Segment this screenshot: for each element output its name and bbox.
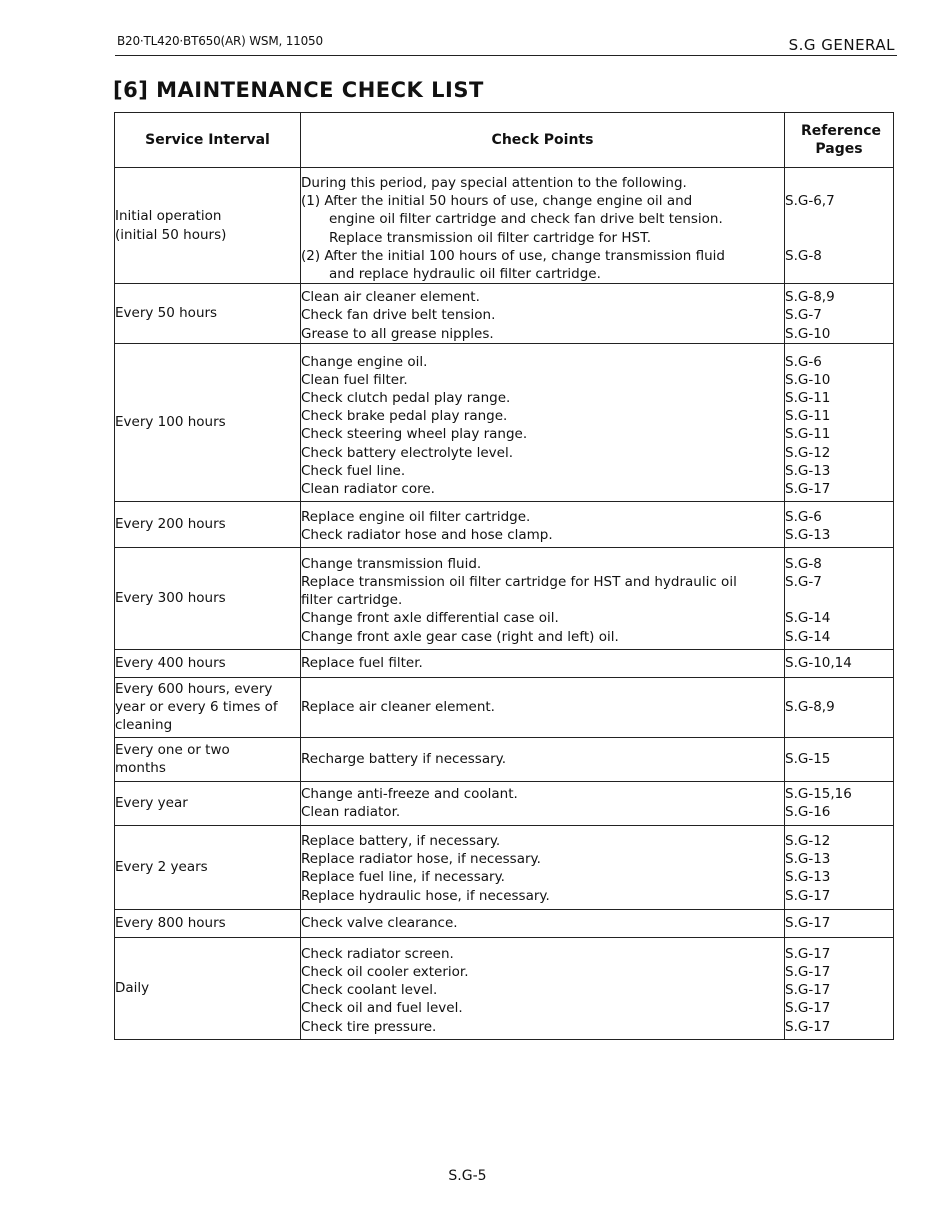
table-row [115,547,894,649]
reference-page: S.G-16 [785,804,831,821]
reference-page: S.G-17 [785,1018,831,1035]
check-points-cell [301,781,785,825]
reference-page: S.G-17 [785,887,831,904]
reference-page: S.G-13 [785,851,831,868]
check-point-line: Grease to all grease nipples. [301,325,494,342]
reference-page: S.G-12 [785,832,831,849]
table-row [115,501,894,547]
reference-pages-cell [785,343,894,501]
reference-page: S.G-17 [785,915,831,932]
check-points-cell [301,909,785,937]
check-point-line: Change engine oil. [301,353,428,370]
check-point-line: Check clutch pedal play range. [301,389,511,406]
check-points-cell [301,677,785,737]
check-points-cell [301,649,785,677]
check-point-line: Replace transmission oil filter cartridge for HST and hydraulic oil [301,574,737,591]
reference-page: S.G-11 [785,426,831,443]
table-row [115,649,894,677]
check-point-line: Check radiator screen. [301,945,454,962]
table-row [115,737,894,781]
table-row [115,937,894,1039]
reference-pages-cell [785,737,894,781]
reference-page: S.G-17 [785,964,831,981]
service-interval-cell: Every 100 hours [115,343,301,501]
header-rule [115,55,897,56]
table-row [115,284,894,344]
document-code: B20·TL420·BT650(AR) WSM, 11050 [117,34,323,48]
service-interval-cell: Every 200 hours [115,501,301,547]
check-point-line: Check brake pedal play range. [301,408,508,425]
reference-page: S.G-10,14 [785,655,852,672]
table-row [115,343,894,501]
check-point-line: filter cartridge. [301,592,403,609]
check-points-cell [301,937,785,1039]
check-point-line: Check tire pressure. [301,1018,437,1035]
service-interval-cell: Initial operation (initial 50 hours) [115,168,301,284]
check-point-line: Clean air cleaner element. [301,289,480,306]
reference-page: S.G-17 [785,982,831,999]
reference-page: S.G-13 [785,462,831,479]
check-point-line: Replace fuel filter. [301,655,423,672]
table-body [115,168,894,1040]
check-point-line: Check oil and fuel level. [301,1000,463,1017]
check-point-line: Check radiator hose and hose clamp. [301,527,553,544]
reference-pages-cell [785,677,894,737]
check-point-line: Check fuel line. [301,462,406,479]
service-interval-cell: Every 800 hours [115,909,301,937]
check-point-line: Check valve clearance. [301,915,458,932]
page-number: S.G-5 [448,1168,487,1184]
check-point-line: During this period, pay special attention to the following. [301,175,687,191]
table-row [115,168,894,284]
check-point-line: Check steering wheel play range. [301,426,528,443]
reference-page: S.G-17 [785,1000,831,1017]
table-row [115,825,894,909]
reference-pages-cell [785,501,894,547]
check-point-line: (2) After the initial 100 hours of use, change transmission fluid [301,247,725,264]
check-point-line: engine oil filter cartridge and check fan drive belt tension. [329,211,723,228]
check-point-line: Change front axle differential case oil. [301,610,559,627]
check-point-line: Replace engine oil filter cartridge. [301,509,531,526]
check-point-line: Clean radiator. [301,804,401,821]
reference-page: S.G-17 [785,945,831,962]
reference-page: S.G-7 [785,574,822,591]
check-point-line: and replace hydraulic oil filter cartridge. [329,266,601,283]
table-row [115,677,894,737]
reference-pages-cell [785,649,894,677]
check-points-cell [301,825,785,909]
service-interval-cell: Every one or two months [115,737,301,781]
reference-page: S.G-17 [785,480,831,497]
reference-pages-cell [785,284,894,344]
check-points-cell [301,284,785,344]
reference-page: S.G-11 [785,389,831,406]
reference-page: S.G-14 [785,610,831,627]
reference-pages-cell [785,168,894,284]
reference-page: S.G-11 [785,408,831,425]
reference-page: S.G-6,7 [785,193,835,210]
reference-pages-cell [785,781,894,825]
reference-page: S.G-8 [785,555,822,572]
reference-pages-cell [785,825,894,909]
check-point-line: Clean radiator core. [301,480,435,497]
reference-page [785,229,893,247]
check-point-line: Check coolant level. [301,982,438,999]
check-point-line: Replace hydraulic hose, if necessary. [301,887,550,904]
maintenance-check-table [114,112,894,1040]
check-point-line: Change front axle gear case (right and left) oil. [301,628,619,645]
service-interval-cell: Every 2 years [115,825,301,909]
check-points-cell [301,547,785,649]
reference-page: S.G-10 [785,371,831,388]
check-point-line: Check battery electrolyte level. [301,444,513,461]
reference-page: S.G-15 [785,751,831,768]
section-title: S.G GENERAL [788,36,895,54]
reference-page: S.G-6 [785,509,822,526]
service-interval-cell: Every 600 hours, every year or every 6 times of cleaning [115,677,301,737]
service-interval-cell: Daily [115,937,301,1039]
table-row [115,781,894,825]
reference-page [785,210,893,228]
reference-page: S.G-14 [785,628,831,645]
reference-page: S.G-8,9 [785,699,835,716]
reference-pages-cell [785,909,894,937]
reference-page [785,174,893,192]
check-point-line: Replace fuel line, if necessary. [301,869,505,886]
check-point-line: Replace radiator hose, if necessary. [301,851,541,868]
check-point-line: Change anti-freeze and coolant. [301,786,518,803]
service-interval-cell: Every 300 hours [115,547,301,649]
check-points-cell [301,343,785,501]
reference-page: S.G-13 [785,869,831,886]
check-points-cell [301,501,785,547]
check-points-cell [301,168,785,284]
page-title: [6] MAINTENANCE CHECK LIST [113,78,484,102]
reference-page: S.G-15,16 [785,786,852,803]
column-header-check-points: Check Points [301,113,785,168]
check-point-line: Clean fuel filter. [301,371,408,388]
reference-page: S.G-8,9 [785,289,835,306]
check-point-line: Replace air cleaner element. [301,699,495,716]
reference-page: S.G-10 [785,325,831,342]
reference-page: S.G-8 [785,247,822,264]
check-point-line: Check oil cooler exterior. [301,964,469,981]
table-header-row [115,113,894,168]
check-points-cell [301,737,785,781]
column-header-service-interval: Service Interval [115,113,301,168]
table-row [115,909,894,937]
check-point-line: Change transmission fluid. [301,555,482,572]
check-point-line: Check fan drive belt tension. [301,307,496,324]
check-point-line: Replace transmission oil filter cartridge for HST. [329,229,652,246]
check-point-line: (1) After the initial 50 hours of use, change engine oil and [301,193,693,210]
check-point-line: Recharge battery if necessary. [301,751,507,768]
reference-pages-cell [785,547,894,649]
reference-page [785,591,893,609]
reference-page: S.G-13 [785,527,831,544]
check-point-line: Replace battery, if necessary. [301,832,501,849]
reference-pages-cell [785,937,894,1039]
service-interval-cell: Every year [115,781,301,825]
service-interval-cell: Every 50 hours [115,284,301,344]
reference-page: S.G-6 [785,353,822,370]
reference-page [785,265,893,283]
service-interval-cell: Every 400 hours [115,649,301,677]
column-header-reference-pages: Reference Pages [785,113,894,168]
reference-page: S.G-7 [785,307,822,324]
reference-page: S.G-12 [785,444,831,461]
